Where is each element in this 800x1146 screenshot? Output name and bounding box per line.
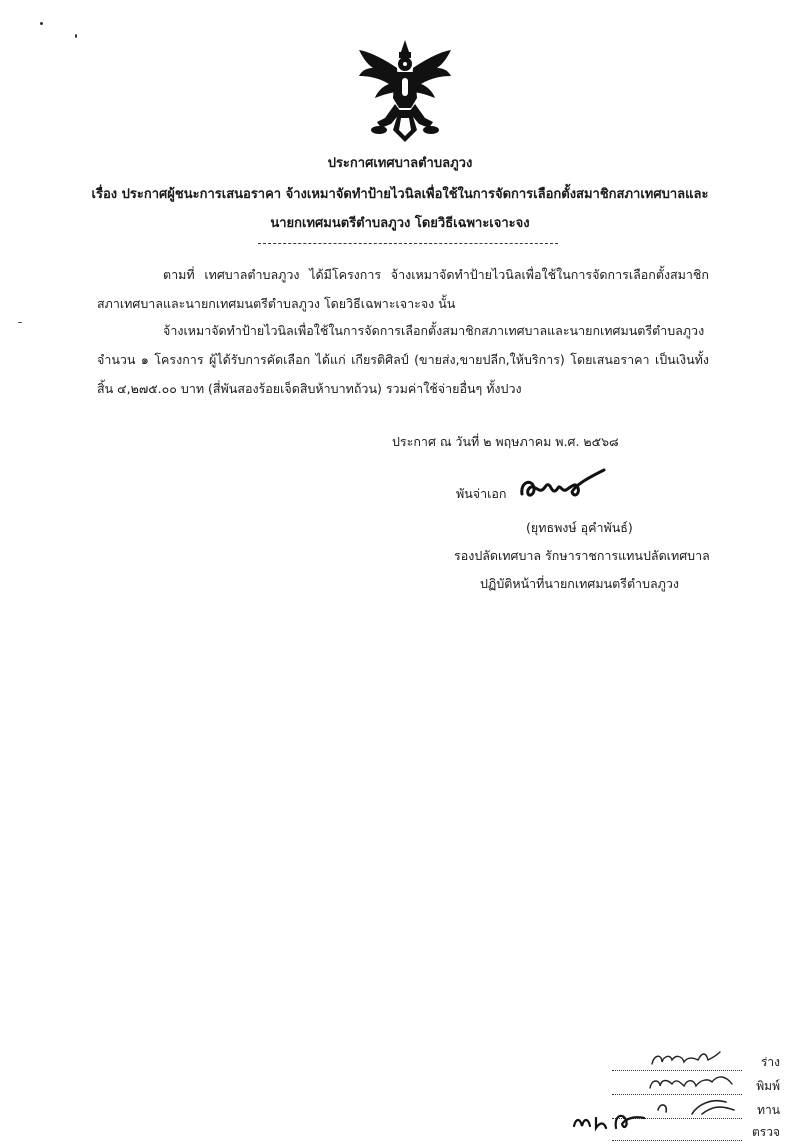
subject-line-2: นายกเทศมนตรีตำบลภูวง โดยวิธีเฉพาะเจาะจง <box>270 216 530 231</box>
print-label: พิมพ์ <box>756 1079 780 1093</box>
draft-label: ร่าง <box>760 1055 780 1069</box>
check-dotted-line <box>612 1140 742 1141</box>
paragraph-award: จ้างเหมาจัดทำป้ายไวนิลเพื่อใช้ในการจัดการเลือกตั้งสมาชิกสภาเทศบาลและนายกเทศมนตรีตำบลภูวง จำนวน ๑ โครงการ ผู้ได้รับการคัดเลือก ได้แก่ เกียรติศิลป์ (ขายส่ง,ขายปลีก,ให้บริการ) โดยเสนอราคา เป็นเงินทั้งสิ้น ๔,๒๗๕.๐๐ บาท (สี่พันสองร้อยเจ็ดสิบห้าบาทถ้วน) รวมค่าใช้จ่ายอื่นๆ ทั้งปวง <box>97 323 709 396</box>
draft-initials <box>622 1046 742 1070</box>
scan-speck <box>75 34 77 38</box>
scan-speck <box>18 322 22 323</box>
announce-date: ประกาศ ณ วันที่ ๒ พฤษภาคม พ.ศ. ๒๕๖๘ <box>392 434 619 449</box>
announcement-title: ประกาศเทศบาลตำบลภูวง <box>327 156 473 171</box>
signatory-name: (ยุทธพงษ์ อุคำพันธ์) <box>526 520 633 535</box>
paragraph-project: ตามที่ เทศบาลตำบลภูวง ได้มีโครงการ จ้างเหมาจัดทำป้ายไวนิลเพื่อใช้ในการจัดการเลือกตั้งสมาชิกสภาเทศบาลและนายกเทศมนตรีตำบลภูวง โดยวิธีเฉพาะเจาะจง นั้น <box>97 267 709 311</box>
signatory-rank: พันจ่าเอก <box>456 486 507 501</box>
divider-rule <box>258 243 558 244</box>
signatory-position-2: ปฏิบัติหน้าที่นายกเทศมนตรีตำบลภูวง <box>480 576 680 591</box>
handwritten-signature <box>516 468 608 508</box>
print-initials <box>622 1070 742 1094</box>
subject-heading <box>40 180 760 238</box>
review-label: ทาน <box>757 1103 780 1117</box>
scan-speck <box>40 22 43 25</box>
subject-line-1: เรื่อง ประกาศผู้ชนะการเสนอราคา จ้างเหมาจัดทำป้ายไวนิลเพื่อใช้ในการจัดการเลือกตั้งสมาชิกสภาเทศบาลและ <box>91 187 709 202</box>
garuda-emblem-icon <box>355 38 455 146</box>
signatory-position-1: รองปลัดเทศบาล รักษาราชการแทนปลัดเทศบาล <box>454 548 710 563</box>
check-label: ตรวจ <box>751 1125 780 1139</box>
reviewer-initials <box>570 1106 648 1136</box>
